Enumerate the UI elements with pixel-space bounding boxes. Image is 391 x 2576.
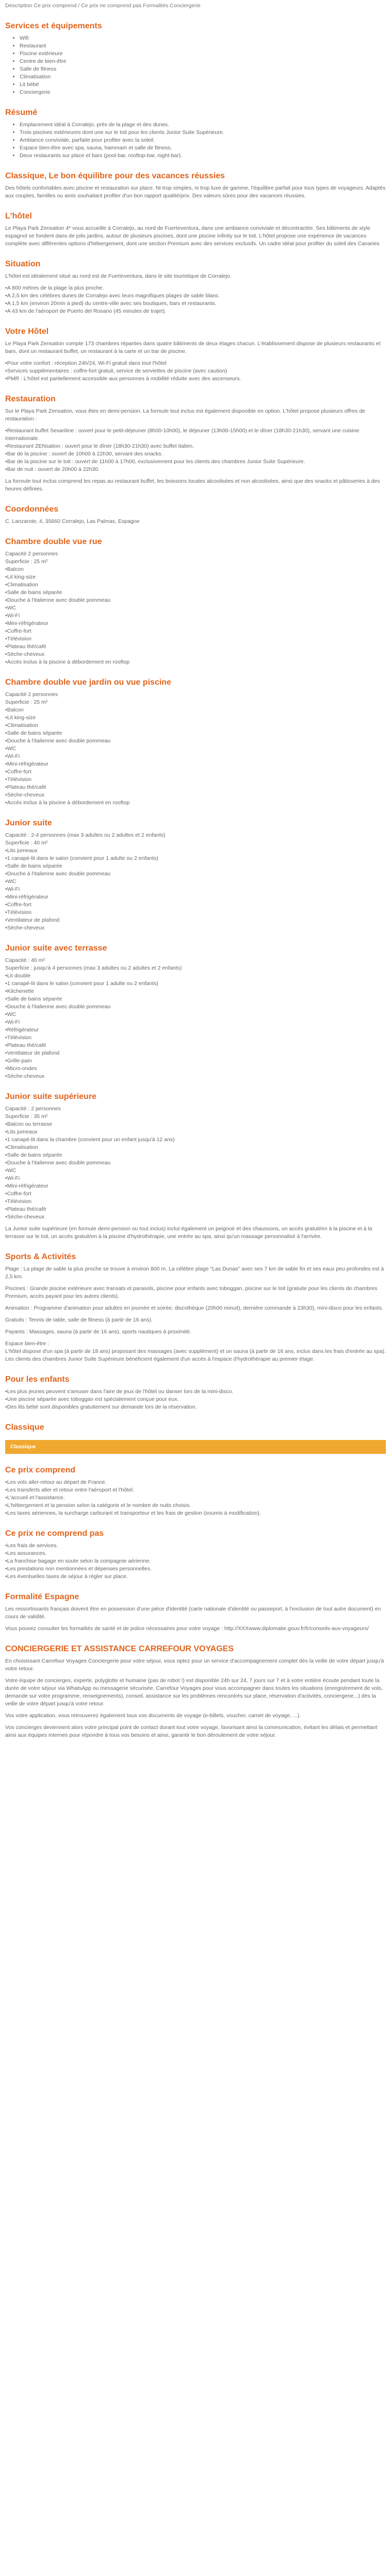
room-title: Junior suite avec terrasse	[5, 944, 107, 953]
room-feature: • Plateau thé/café	[5, 1206, 386, 1213]
list-item: • Salle de fitness	[20, 65, 386, 73]
formalite-title: Formalité Espagne	[5, 1592, 79, 1601]
list-item: • Les prestations non mentionnées et dépenses personnelles.	[5, 1565, 386, 1573]
room-feature: • Mini-réfrigérateur	[5, 1182, 386, 1190]
room-feature: • Salle de bains séparée	[5, 862, 386, 870]
room-feature: • 1 canapé-lit dans le salon (convient pour 1 adulte ou 2 enfants)	[5, 980, 386, 988]
list-item: • A 43 km de l'aéroport de Puerto del Rosario (45 minutes de trajet).	[5, 308, 386, 315]
room-meta: Superficie : 40 m²	[5, 840, 48, 846]
list-item: • A 2,5 km des célèbres dunes de Corralejo avec leurs magnifiques plages de sable blanc.	[5, 292, 386, 300]
room-feature: • Coffre-fort	[5, 768, 386, 776]
prix-comprend-title: Ce prix comprend	[5, 1466, 76, 1475]
room-feature: • Micro-ondes	[5, 1065, 386, 1073]
room-feature: • Lits jumeaux	[5, 1128, 386, 1136]
room-feature: • Douche à l'italienne avec double pommeau	[5, 870, 386, 878]
list-item: • Trois piscines extérieures dont une sur le toit pour les clients Junior Suite Supérieure.	[20, 129, 386, 137]
room-meta: Superficie : 35 m²	[5, 1113, 48, 1120]
sports-gratuits: Gratuits : Tennis de table, salle de fitness (à partir de 16 ans).	[5, 1317, 153, 1323]
room-feature: • Sèche-cheveux	[5, 1213, 386, 1221]
list-item: • Les taxes aériennes, la surcharge carburant et transporteur et les frais de gestion (soumis à modification).	[5, 1510, 386, 1517]
classique-title: Classique, Le bon équilibre pour des vacances réussies	[5, 172, 225, 180]
list-item: • Emplacement idéal à Corralejo, près de la plage et des dunes.	[20, 121, 386, 129]
resume-list	[5, 121, 386, 160]
room-feature: • Salle de bains séparée	[5, 589, 386, 597]
room-feature: • Salle de bains séparée	[5, 730, 386, 737]
room-meta: Superficie : 25 m²	[5, 699, 48, 705]
room-feature: • WC	[5, 878, 386, 886]
sports-title: Sports & Activités	[5, 1252, 76, 1261]
room-feature: • Mini-réfrigérateur	[5, 620, 386, 628]
services-title: Services et équipements	[5, 22, 102, 30]
list-item: • L'accueil et l'assistance.	[5, 1494, 386, 1502]
coords-text: C. Lanzarote, 4, 35660 Corralejo, Las Palmas, Espagne	[5, 518, 140, 524]
room-feature: • WC	[5, 1011, 386, 1019]
list-item: • Les assurances.	[5, 1550, 386, 1557]
room-feature: • Plateau thé/café	[5, 643, 386, 651]
list-item: • Wifi	[20, 35, 386, 42]
room-feature: • WC	[5, 604, 386, 612]
list-item: • Les éventuelles taxes de séjour à régler sur place.	[5, 1573, 386, 1581]
room-note: La Junior suite supérieure (en formule demi-pension ou tout inclus) inclut également un peignoir et des chaussons, un accès gratuit/en à la piscine et à la terrasse sur le toit, un accès gratuit/en à la piscine d'hydrothérapie, une entrée au spa, ainsi qu'un massage personnalisé à l'arrivée.	[5, 1226, 372, 1240]
room-title: Junior suite supérieure	[5, 1092, 96, 1101]
conciergerie-p2: Votre équipe de concierges, experte, polyglotte et humaine (pas de robot !) est disponible 24h sur 24, 7 jours sur 7 et à votre entière écoute pendant toute la durée de votre séjour via WhatsApp ou messagerie sécurisée. Carrefour Voyages pour vous accompagner dans toutes les situations (enregistrement de vols, demande sur votre programme, renseignements), conseil, assistance sur les problèmes rencontrés sur place, réservation d'activités, conciergerie...) dès la veille de votre départ jusqu'à votre retour.	[5, 1677, 383, 1707]
services-list	[5, 35, 386, 96]
room-meta: Superficie : jusqu'à 4 personnes (max 3 adultes ou 2 adultes et 2 enfants)	[5, 965, 182, 971]
room-feature: • Mini-réfrigérateur	[5, 893, 386, 901]
sports-piscines: Piscines : Grande piscine extérieure avec transats et parasols, piscine pour enfants avec toboggan, piscine sur le toit (gratuite pour les clients de chambres Premium, accès payant pour les autres clients).	[5, 1285, 378, 1299]
sports-spa: L'hôtel dispose d'un spa (à partir de 18 ans) proposant des massages (avec supplément) et un sauna (à partir de 16 ans, inclus dans les frais d'entrée au spa). Les clients des chambres Junior Suite Supérieure bénéficient également d'un accès à l'espace d'hydrothérapie au premier étage.	[5, 1348, 386, 1362]
list-item: • Centre de bien-être	[20, 58, 386, 65]
room-features	[5, 972, 386, 1080]
room-features	[5, 847, 386, 932]
situation-list	[5, 284, 386, 315]
sports-payants: Payants : Massages, sauna (à partir de 16 ans), sports nautiques à proximité.	[5, 1329, 191, 1335]
room-feature: • Grille-pain	[5, 1057, 386, 1065]
list-item: • Ambiance conviviale, parfaite pour profiter avec la soleil.	[20, 137, 386, 144]
room-feature: • Réfrigérateur	[5, 1026, 386, 1034]
room-feature: • Plateau thé/café	[5, 784, 386, 791]
restauration-title: Restauration	[5, 395, 56, 403]
room-feature: • Kitchenette	[5, 988, 386, 995]
room-feature: • Sèche-cheveux	[5, 651, 386, 658]
list-item: • A 1,5 km (environ 20min à pied) du centre-ville avec ses boutiques, bars et restaurants.	[5, 300, 386, 308]
room-feature: • Télévision	[5, 909, 386, 917]
room-feature: • Balcon ou terrasse	[5, 1121, 386, 1128]
room-feature: • Sèche-cheveux	[5, 1073, 386, 1080]
list-item: • PMR : L'hôtel est partiellement accessible aux personnes à mobilité réduite avec des ascenseurs.	[5, 375, 386, 383]
list-item: • Bar de la piscine sur le toit : ouvert de 11h00 à 17h00, exclusivement pour les clients des chambres Junior Suite Supérieure.	[5, 458, 386, 466]
votre-hotel-title: Votre Hôtel	[5, 327, 49, 336]
room-feature: • Sèche-cheveux	[5, 924, 386, 932]
room-feature: • Climatisation	[5, 1144, 386, 1151]
sports-spa-label: Espace bien-être :	[5, 1341, 50, 1347]
room-feature: • Wi-Fi	[5, 886, 386, 893]
room-feature: • Accès inclus à la piscine à débordement en rooftop	[5, 799, 386, 807]
room-feature: • Coffre-fort	[5, 628, 386, 635]
room-feature: • Salle de bains séparée	[5, 995, 386, 1003]
list-item: • Services supplémentaires : coffre-fort gratuit, service de serviettes de piscine (avec caution)	[5, 367, 386, 375]
room-feature: • WC	[5, 1167, 386, 1175]
room-feature: • Télévision	[5, 1034, 386, 1042]
room-feature: • Télévision	[5, 1198, 386, 1206]
sports-plage: Plage : La plage de sable la plus proche se trouve à environ 800 m. La célèbre plage "Las Dunas" avec ses 7 km de sable fin et ses eaux peu profondes est à 2,5 km.	[5, 1266, 384, 1280]
conciergerie-p4: Vos concierges deviennent alors votre principal point de contact durant tout votre voyage, favorisant ainsi la communication, évitant les délais et permettant ainsi aux équipes internes pour répondre à tous vos besoins et ainsi, garantir le bon déroulement de votre séjour.	[5, 1724, 378, 1738]
room-features	[5, 706, 386, 807]
list-item: • Climatisation	[20, 73, 386, 81]
room-feature: • Balcon	[5, 706, 386, 714]
list-item: • Deux restaurants sur place et bars (pool-bar, rooftop-bar, night-bar).	[20, 152, 386, 160]
list-item: • Une piscine séparée avec toboggan est spécialement conçue pour eux.	[5, 1396, 386, 1403]
prix-ne-comprend-list	[5, 1542, 386, 1581]
list-item: • L'hébergement et la pension selon la catégorie et le nombre de nuits choisis.	[5, 1502, 386, 1510]
room-meta: Capacité : 2-4 personnes (max 3 adultes ou 2 adultes et 2 enfants)	[5, 832, 166, 838]
classique-text: Des hôtels confortables avec piscine et restauration sur place. Ni trop simples, ni trop luxe de gamme, l'équilibre parfait pour tous types de voyageurs. Adaptés aux couples, familles ou amis souhaitant profiter d'un bon rapport qualité/prix. Des valeurs sûres pour des vacances réussies.	[5, 185, 386, 199]
tab-classique[interactable]: Classique	[5, 1440, 386, 1454]
section-nav[interactable]: Description Ce prix comprend / Ce prix ne comprend pas Formalités Conciergerie	[5, 3, 201, 9]
formalite-link[interactable]: Vous pouvez consulter les formalités de santé et de police nécessaires pour votre voyage : http://XXXwww.diplomatie.gouv.fr/fr/conseils-aux-voyageurs/	[5, 1625, 369, 1632]
resume-title: Résumé	[5, 108, 38, 117]
list-item: • Les plus jeunes peuvent s'amuser dans l'aire de jeux de l'hôtel ou danser lors de la mini-disco.	[5, 1388, 386, 1396]
room-meta: Capacité : 2 personnes	[5, 1106, 61, 1112]
list-item: • Espace bien-être avec spa, sauna, hammam et salle de fitness.	[20, 144, 386, 152]
list-item: • Des lits bébé sont disponibles gratuitement sur demande lors de la réservation.	[5, 1403, 386, 1411]
conciergerie-p3: Vos votre application, vous retrouverez également tous vos documents de voyage (e-billets, voucher, carnet de voyage, ...).	[5, 1713, 301, 1719]
restauration-list	[5, 427, 386, 473]
room-meta: Capacité 2 personnes	[5, 691, 58, 698]
enfants-title: Pour les enfants	[5, 1375, 70, 1384]
room-feature: • Wi-Fi	[5, 612, 386, 620]
room-meta: Capacité 2 personnes	[5, 551, 58, 557]
list-item: • Piscine extérieure	[20, 50, 386, 58]
room-feature: • Lits jumeaux	[5, 847, 386, 855]
list-item: • La franchise bagage en soute selon la compagnie aérienne.	[5, 1557, 386, 1565]
room-feature: • 1 canapé-lit dans le salon (convient pour 1 adulte ou 2 enfants)	[5, 855, 386, 862]
list-item: • Restaurant ZENsation : ouvert pour le dîner (18h30-21h30) avec buffet italien.	[5, 443, 386, 450]
conciergerie-p1: En choisissant Carrefour Voyages Conciergerie pour votre séjour, vous optez pour un service d'accompagnement complet dès la veille de votre départ jusqu'à votre retour.	[5, 1658, 384, 1672]
room-feature: • Douche à l'italienne avec double pommeau	[5, 597, 386, 604]
room-feature: • Télévision	[5, 776, 386, 784]
room-feature: • Lit double	[5, 972, 386, 980]
coords-title: Coordonnées	[5, 505, 59, 514]
room-feature: • Wi-Fi	[5, 753, 386, 760]
list-item: • Restaurant buffet Sesariline : ouvert pour le petit-déjeuner (8h00-10h00), le déjeuner (13h00-15h00) et le dîner (18h30-21h30), servant une cuisine internationale.	[5, 427, 386, 443]
votre-hotel-text: Le Playa Park Zensation compte 173 chambres réparties dans quatre bâtiments de deux étages chacun. L'établissement dispose de plusieurs restaurants et bars, dont un restaurant buffet, un restaurant à la carte et un bar de piscine.	[5, 341, 381, 354]
list-item: • Les frais de services.	[5, 1542, 386, 1550]
room-feature: • Balcon	[5, 566, 386, 573]
room-meta: Superficie : 25 m²	[5, 558, 48, 565]
situation-title: Situation	[5, 260, 41, 268]
situation-intro: L'hôtel est idéalement situé au nord est de Fuerteventura, dans le site touristique de Corralejo.	[5, 273, 232, 279]
room-feature: • Mini-réfrigérateur	[5, 760, 386, 768]
room-feature: • Coffre-fort	[5, 1190, 386, 1198]
room-feature: • WC	[5, 745, 386, 753]
room-feature: • Accès inclus à la piscine à débordement en rooftop	[5, 658, 386, 666]
sports-animation: Animation : Programme d'animation pour adultes en journée et soirée, discothèque (20h00 minuit), dernière commande à 23h30), mini-disco pour les enfants.	[5, 1305, 383, 1311]
enfants-list	[5, 1388, 386, 1411]
room-feature: • Douche à l'italienne avec double pommeau	[5, 1003, 386, 1011]
conciergerie-title: CONCIERGERIE ET ASSISTANCE CARREFOUR VOYAGES	[5, 1645, 234, 1653]
list-item: • Lit bébé	[20, 81, 386, 89]
list-item: • Bar de nuit : ouvert de 20h00 à 22h30.	[5, 466, 386, 473]
list-item: • Pour votre confort : réception 24h/24, Wi-Fi gratuit dans tout l'hôtel	[5, 360, 386, 367]
room-feature: • Lit king-size	[5, 573, 386, 581]
prix-ne-comprend-title: Ce prix ne comprend pas	[5, 1529, 104, 1538]
votre-hotel-list	[5, 360, 386, 383]
list-item: • Les transferts aller et retour entre l'aéroport et l'hôtel.	[5, 1486, 386, 1494]
restauration-intro: Sur le Playa Park Zensation, vous êtes en demi-pension. La formule tout inclus est également disponible en option. L'hôtel propose plusieurs offres de restauration :	[5, 408, 366, 422]
list-item: • Les vols aller-retour au départ de France.	[5, 1479, 386, 1486]
room-feature: • Wi-Fi	[5, 1019, 386, 1026]
room-feature: • Salle de bains séparée	[5, 1151, 386, 1159]
room-title: Chambre double vue rue	[5, 537, 102, 546]
room-features	[5, 566, 386, 666]
room-feature: • Ventilateur de plafond	[5, 917, 386, 924]
list-item: • Restaurant	[20, 42, 386, 50]
room-feature: • Climatisation	[5, 722, 386, 730]
room-feature: • Climatisation	[5, 581, 386, 589]
room-feature: • Ventilateur de plafond	[5, 1049, 386, 1057]
room-feature: • Plateau thé/café	[5, 1042, 386, 1049]
room-feature: • Douche à l'italienne avec double pommeau	[5, 1159, 386, 1167]
room-meta: Capacité : 40 m²	[5, 957, 45, 963]
room-title: Junior suite	[5, 819, 52, 827]
room-feature: • Coffre-fort	[5, 901, 386, 909]
room-title: Chambre double vue jardin ou vue piscine	[5, 678, 171, 687]
room-feature: • 1 canapé-lit dans la chambre (convient pour un enfant jusqu'à 12 ans)	[5, 1136, 386, 1144]
restauration-outro: La formule tout inclus comprend les repas au restaurant buffet, les boissons locales alcoolisées et non alcoolisées, ainsi que des snacks et pâtisseries à des heures définies.	[5, 478, 380, 492]
prix-comprend-list	[5, 1479, 386, 1517]
room-feature: • Lit king-size	[5, 714, 386, 722]
list-item: • Conciergerie	[20, 89, 386, 96]
room-feature: • Sèche-cheveux	[5, 791, 386, 799]
list-item: • A 800 mètres de la plage la plus proche.	[5, 284, 386, 292]
list-item: • Bar de la piscine : ouvert de 10h00 à 22h30, servant des snacks.	[5, 450, 386, 458]
hotel-title: L'hôtel	[5, 212, 32, 221]
hotel-text: Le Playa Park Zensation 4* vous accueille à Corralejo, au nord de Fuerteventura, dans une ambiance conviviale et décontractée. Ses bâtiments de style espagnol se fondent dans de jolis jardins, autour de plusieurs piscines, dont une piscine infinity sur le toit. L'hôtel propose une expérience de vacances complète avec différentes options d'hébergement, dont une section Premium avec des services exclusifs. Un cadre idéal pour profiter du soleil des Canaries	[5, 225, 380, 247]
room-feature: • Douche à l'italienne avec double pommeau	[5, 737, 386, 745]
room-feature: • Télévision	[5, 635, 386, 643]
room-feature: • Wi-Fi	[5, 1175, 386, 1182]
room-features	[5, 1121, 386, 1221]
rooms-section	[5, 537, 386, 1241]
classique2-title: Classique	[5, 1423, 44, 1432]
formalite-text: Les ressortissants français doivent être en possession d'une pièce d'identité (carte nationale d'identité ou passeport, à l'exclusion de tout autre document) en cours de validité.	[5, 1606, 381, 1620]
